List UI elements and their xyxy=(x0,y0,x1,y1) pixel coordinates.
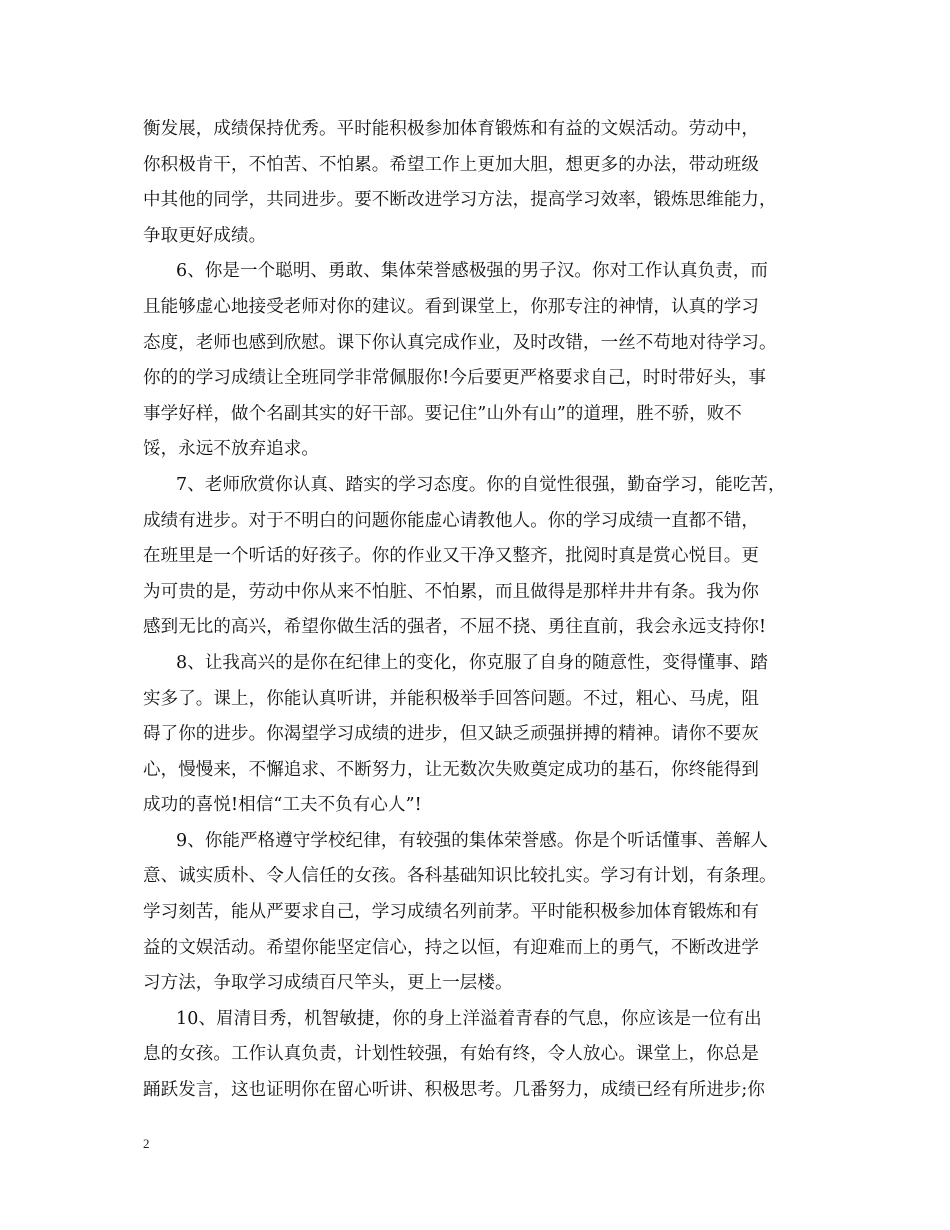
text-line: 成功的喜悦!相信“工夫不负有心人”! xyxy=(143,795,422,816)
text-line: 益的文娱活动。希望你能坚定信心，持之以恒，有迎难而上的勇气，不断改进学 xyxy=(143,937,759,958)
document-body xyxy=(143,112,823,1109)
paragraph-first-line: 6、你是一个聪明、勇敢、集体荣誉感极强的男子汉。你对工作认真负责，而 xyxy=(176,261,769,282)
text-line: 碍了你的进步。你渴望学习成绩的进步，但又缺乏顽强拼搏的精神。请你不要灰 xyxy=(143,724,759,745)
text-line: 息的女孩。工作认真负责，计划性较强，有始有终，令人放心。课堂上，你总是 xyxy=(143,1044,759,1065)
text-line: 中其他的同学，共同进步。要不断改进学习方法，提高学习效率，锻炼思维能力， xyxy=(143,190,777,211)
text-line: 馁，永远不放弃追求。 xyxy=(143,439,319,460)
paragraph-first-line: 9、你能严格遵守学校纪律，有较强的集体荣誉感。你是个听话懂事、善解人 xyxy=(176,830,769,851)
text-line: 踊跃发言，这也证明你在留心听讲、积极思考。几番努力，成绩已经有所进步;你 xyxy=(143,1080,765,1101)
text-line: 为可贵的是，劳动中你从来不怕脏、不怕累，而且做得是那样井井有条。我为你 xyxy=(143,581,759,602)
text-line: 在班里是一个听话的好孩子。你的作业又干净又整齐，批阅时真是赏心悦目。更 xyxy=(143,546,759,567)
text-line: 争取更好成绩。 xyxy=(143,225,267,246)
page-number: 2 xyxy=(143,1136,150,1151)
text-line: 事学好样，做个名副其实的好干部。要记住”山外有山”的道理，胜不骄，败不 xyxy=(143,403,742,424)
text-line: 且能够虚心地接受老师对你的建议。看到课堂上，你那专注的神情，认真的学习 xyxy=(143,296,759,317)
paragraph-first-line: 7、老师欣赏你认真、踏实的学习态度。你的自觉性很强，勤奋学习，能吃苦， xyxy=(176,474,786,495)
paragraph-first-line: 8、让我高兴的是你在纪律上的变化，你克服了自身的随意性，变得懂事、踏 xyxy=(176,652,769,673)
text-line: 态度，老师也感到欣慰。课下你认真完成作业，及时改错，一丝不苟地对待学习。 xyxy=(143,332,777,353)
text-line: 成绩有进步。对于不明白的问题你能虚心请教他人。你的学习成绩一直都不错， xyxy=(143,510,759,531)
text-line: 你的的学习成绩让全班同学非常佩服你!今后要更严格要求自己，时时带好头，事 xyxy=(143,368,767,389)
text-line: 心，慢慢来，不懈追求、不断努力，让无数次失败奠定成功的基石，你终能得到 xyxy=(143,759,759,780)
text-line: 实多了。课上，你能认真听讲，并能积极举手回答问题。不过，粗心、马虎，阻 xyxy=(143,688,759,709)
text-line: 你积极肯干，不怕苦、不怕累。希望工作上更加大胆，想更多的办法，带动班级 xyxy=(143,154,759,175)
text-line: 习方法，争取学习成绩百尺竿头，更上一层楼。 xyxy=(143,973,513,994)
text-line: 衡发展，成绩保持优秀。平时能积极参加体育锻炼和有益的文娱活动。劳动中， xyxy=(143,119,759,139)
paragraph-first-line: 10、眉清目秀，机智敏捷，你的身上洋溢着青春的气息，你应该是一位有出 xyxy=(176,1008,762,1029)
text-line: 感到无比的高兴，希望你做生活的强者，不屈不挠、勇往直前，我会永远支持你! xyxy=(143,617,767,638)
text-line: 意、诚实质朴、令人信任的女孩。各科基础知识比较扎实。学习有计划，有条理。 xyxy=(143,866,777,887)
text-line: 学习刻苦，能从严要求自己，学习成绩名列前茅。平时能积极参加体育锻炼和有 xyxy=(143,902,759,923)
